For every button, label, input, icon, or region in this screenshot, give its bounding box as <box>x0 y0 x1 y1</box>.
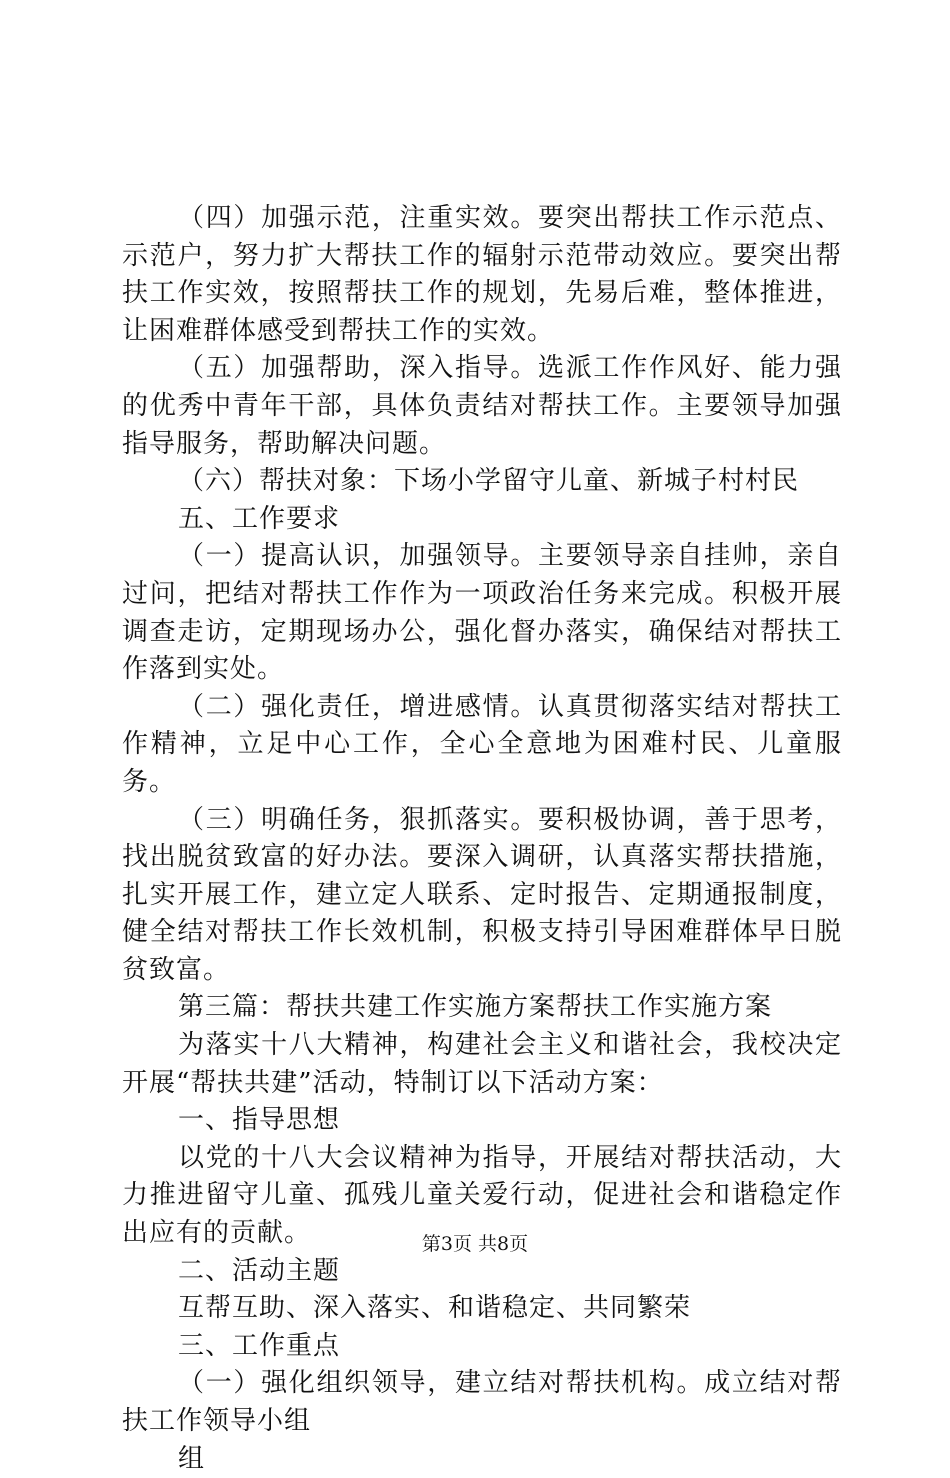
paragraph-strengthen-help: （五）加强帮助，深入指导。选派工作作风好、能力强的优秀中青年干部，具体负责结对帮扶工作。主要领导加强指导服务，帮助解决问题。 <box>122 353 842 459</box>
paragraph-raise-awareness: （一）提高认识，加强领导。主要领导亲自挂帅，亲自过问，把结对帮扶工作作为一项政治任务来完成。积极开展调查走访，定期现场办公，强化督办落实，确保结对帮扶工作落到实处。 <box>122 541 842 685</box>
heading-activity-theme: 二、活动主题 <box>178 1255 341 1286</box>
heading-work-focus: 三、工作重点 <box>178 1330 341 1361</box>
paragraph-clarify-tasks: （三）明确任务，狠抓落实。要积极协调，善于思考，找出脱贫致富的好办法。要深入调研，认真落实帮扶措施，扎实开展工作，建立定人联系、定时报告、定期通报制度，健全结对帮扶工作长效机制，积极支持引导困难群体早日脱贫致富。 <box>122 804 842 985</box>
paragraph-strengthen-demonstration: （四）加强示范，注重实效。要突出帮扶工作示范点、示范户，努力扩大帮扶工作的辐射示范带动效应。要突出帮扶工作实效，按照帮扶工作的规划，先易后难，整体推进，让困难群体感受到帮扶工作的实效。 <box>122 203 842 346</box>
paragraph-trailing-character: 组 <box>178 1443 206 1474</box>
heading-third-article: 第三篇：帮扶共建工作实施方案帮扶工作实施方案 <box>178 992 773 1023</box>
paragraph-organization-leadership: （一）强化组织领导，建立结对帮扶机构。成立结对帮扶工作领导小组 <box>122 1368 842 1436</box>
page-number-footer: 第3页 共8页 <box>421 1233 529 1255</box>
paragraph-introduction: 为落实十八大精神，构建社会主义和谐社会，我校决定开展“帮扶共建”活动，特制订以下活动方案： <box>122 1030 842 1098</box>
heading-guiding-thought: 一、指导思想 <box>178 1105 341 1136</box>
heading-work-requirements: 五、工作要求 <box>178 503 341 534</box>
paragraph-guiding-thought: 以党的十八大会议精神为指导，开展结对帮扶活动，大力推进留守儿童、孤残儿童关爱行动，促进社会和谐稳定作出应有的贡献。 <box>122 1142 842 1249</box>
paragraph-help-targets: （六）帮扶对象：下场小学留守儿童、新城子村村民 <box>178 466 800 497</box>
paragraph-strengthen-responsibility: （二）强化责任，增进感情。认真贯彻落实结对帮扶工作精神，立足中心工作，全心全意地为困难村民、儿童服务。 <box>122 691 842 797</box>
paragraph-activity-theme: 互帮互助、深入落实、和谐稳定、共同繁荣 <box>178 1293 692 1324</box>
document-body <box>122 200 842 1478</box>
